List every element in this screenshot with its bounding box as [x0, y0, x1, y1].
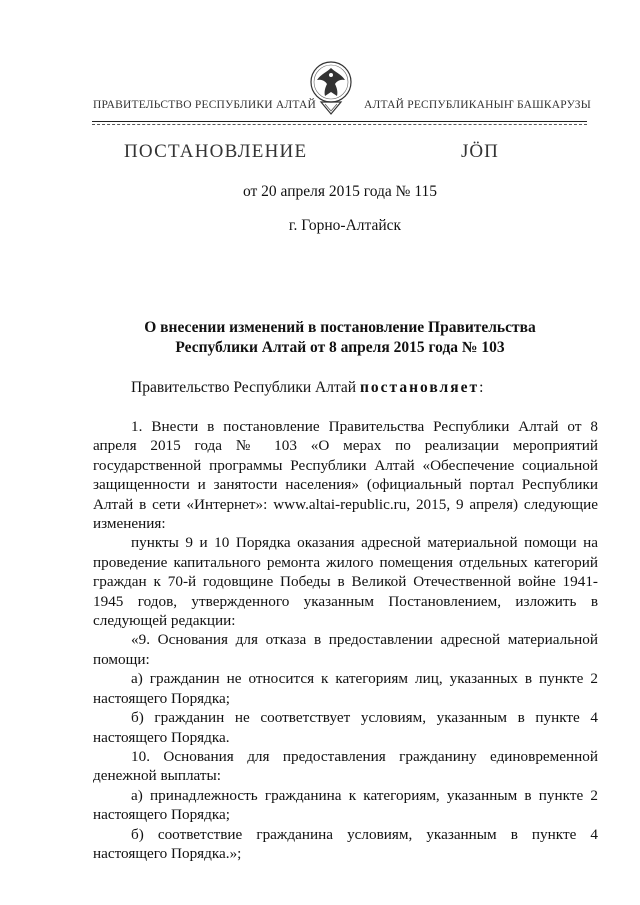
republic-emblem-icon: [307, 58, 355, 118]
paragraph-1: 1. Внести в постановление Правительства Республики Алтай от 8 апреля 2015 года № 103 «О мерах по реализации мероприятий государственной программы Республики Алтай «Обеспечение социальной защищенности и занятости населения» (официальный портал Республики Алтай в сети «Интернет»: www.altai-republic.ru, 2015, 9 апреля) следующие изменения:: [93, 418, 598, 533]
org-name-altai: АЛТАЙ РЕСПУБЛИКАНЫҤ БАШКАРУЗЫ: [364, 99, 591, 111]
paragraph-6: 10. Основания для предоставления гражданину единовременной денежной выплаты:: [93, 747, 598, 785]
document-city: г. Горно-Алтайск: [288, 217, 402, 234]
doc-type-altai: ЈӦП: [461, 141, 499, 162]
document-date: от 20 апреля 2015 года № 115: [242, 183, 438, 200]
paragraph-4: а) гражданин не относится к категориям лиц, указанных в пункте 2 настоящего Порядка;: [93, 670, 598, 707]
paragraph-5: б) гражданин не соответствует условиям, указанным в пункте 4 настоящего Порядка.: [93, 709, 598, 746]
doc-type-russian: ПОСТАНОВЛЕНИЕ: [124, 141, 308, 162]
paragraph-3: «9. Основания для отказа в предоставлении адресной материальной помощи:: [93, 631, 598, 668]
preamble-colon: :: [479, 379, 484, 396]
document-title-line-2: Республики Алтай от 8 апреля 2015 года № 103: [175, 339, 505, 356]
document-title-line-1: О внесении изменений в постановление Правительства: [144, 319, 536, 336]
paragraph-8: б) соответствие гражданина условиям, указанным в пункте 4 настоящего Порядка.»;: [93, 825, 598, 862]
preamble: [131, 379, 483, 397]
paragraph-7: а) принадлежность гражданина к категориям, указанным в пункте 2 настоящего Порядка;: [93, 786, 598, 824]
header-rule-dashed: [92, 124, 587, 125]
paragraph-2: пункты 9 и 10 Порядка оказания адресной материальной помощи на проведение капитального ремонта жилого помещения отдельных категорий граждан к 70-й годовщине Победы в Великой Отечественной войне 1941-1945 годов, утвержденного указанным Постановлением, изложить в следующей редакции:: [93, 534, 598, 630]
document-body: [93, 417, 598, 863]
preamble-verb: постановляет: [359, 379, 480, 396]
org-name-russian: ПРАВИТЕЛЬСТВО РЕСПУБЛИКИ АЛТАЙ: [93, 99, 317, 111]
header-rule: [92, 121, 587, 122]
preamble-text: Правительство Республики Алтай: [131, 379, 360, 396]
